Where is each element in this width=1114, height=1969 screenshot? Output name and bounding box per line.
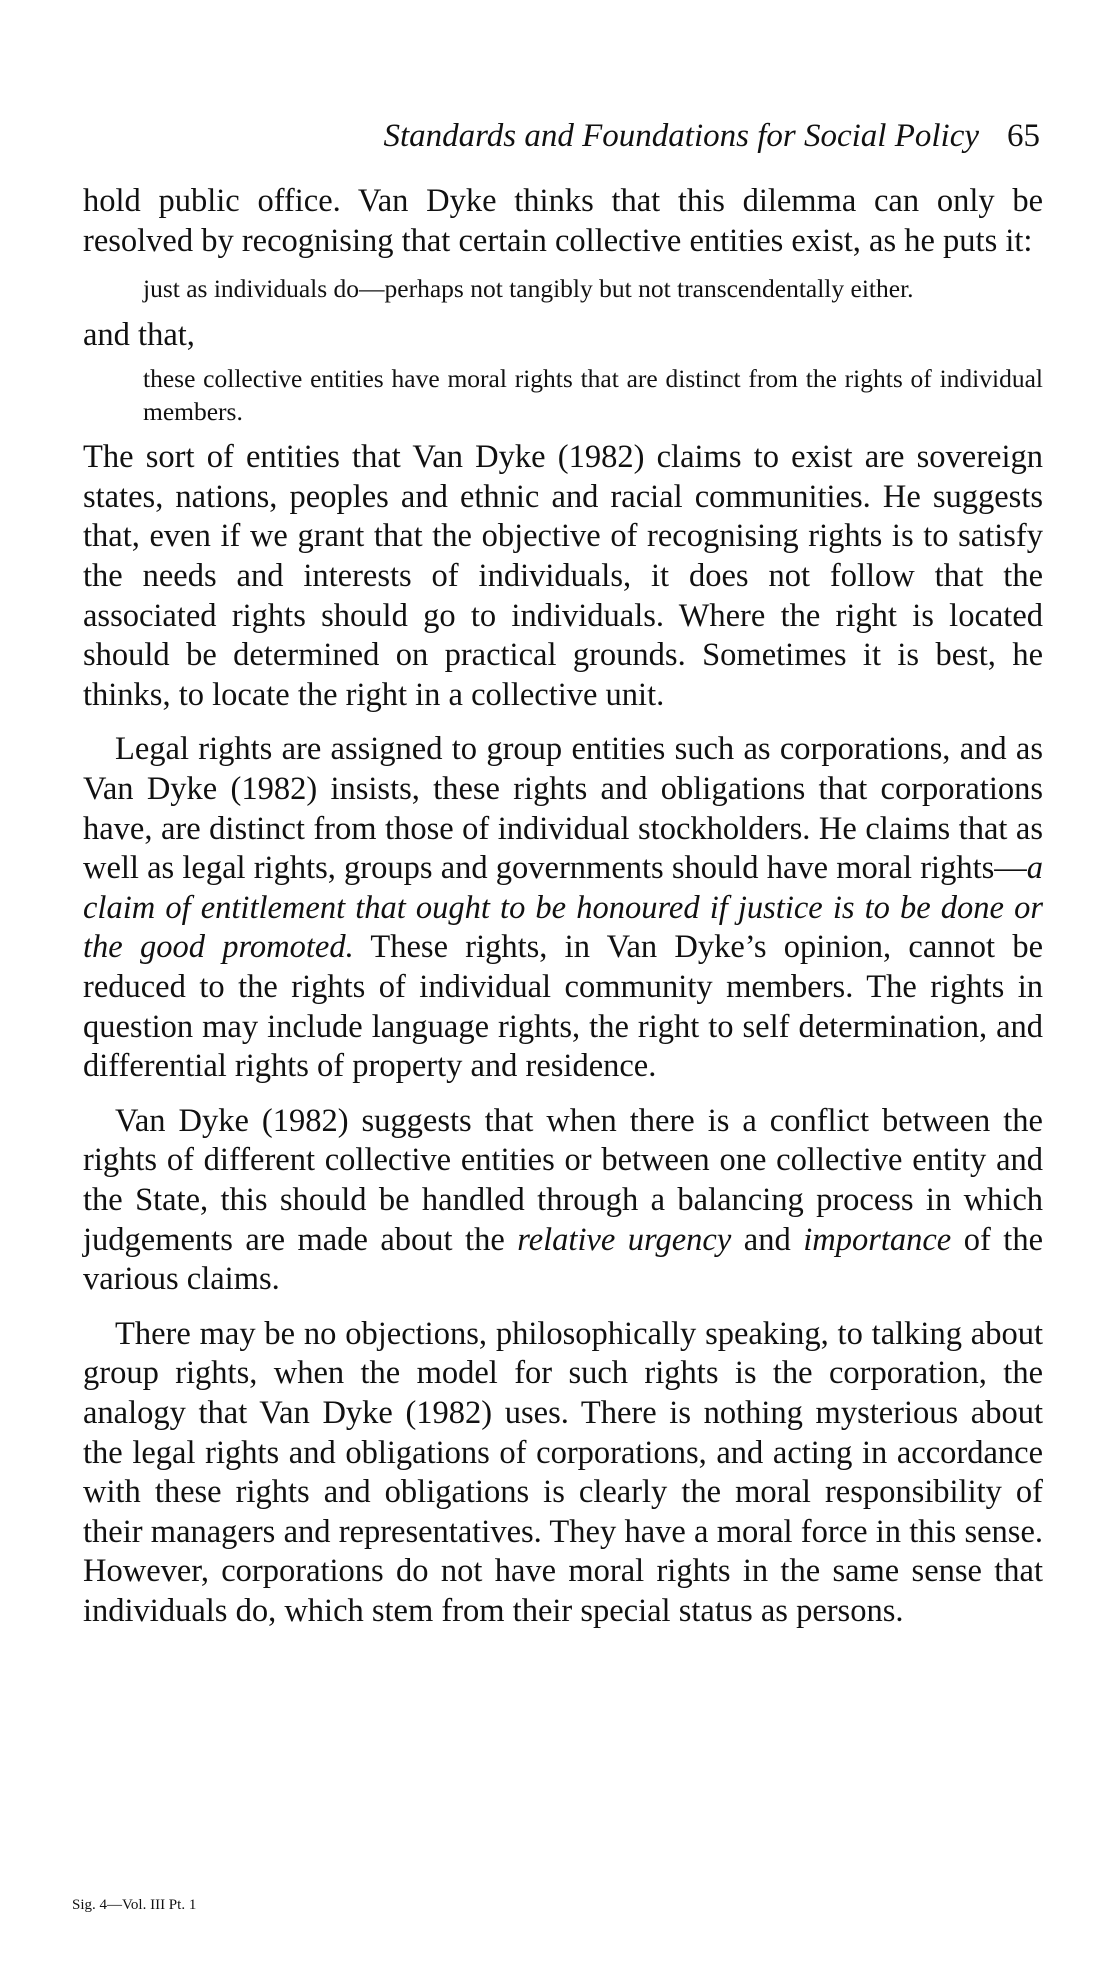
page-number: 65 bbox=[1007, 118, 1040, 154]
paragraph-and-that: and that, bbox=[83, 316, 195, 353]
paragraph-5-italic-importance: importance bbox=[803, 1221, 952, 1258]
paragraph-5-italic-relative-urgency: relative urgency bbox=[517, 1221, 732, 1258]
running-title: Standards and Foundations for Social Policy bbox=[383, 118, 979, 154]
paragraph-4 bbox=[83, 730, 1043, 1086]
paragraph-5-text-e: of the various claims. bbox=[83, 1221, 1043, 1298]
paragraph-6: There may be no objections, philosophically speaking, to talking about group rights, when the model for such rights is the corporation, the analogy that Van Dyke (1982) uses. There is nothing mysterious about the legal rights and obligations of corporations, and acting in accordance with these rights and obligations is clearly the moral responsibility of their managers and representatives. They have a moral force in this sense. However, corporations do not have moral rights in the same sense that individuals do, which stem from their special status as persons. bbox=[83, 1315, 1043, 1629]
paragraph-4-text-a: Legal rights are assigned to group entities such as corporations, and as Van Dyke (1982) insists, these rights and obligations that corporations have, are distinct from those of individual stockholders. He claims that as well as legal rights, groups and governments should have moral rights— bbox=[83, 731, 1043, 887]
block-quote-2: these collective entities have moral rights that are distinct from the rights of individual members. bbox=[143, 364, 1043, 426]
body-text bbox=[83, 182, 1043, 1632]
paragraph-4-text-c: These rights, in Van Dyke’s opinion, cannot be reduced to the rights of individual community members. The rights in question may include language rights, the right to self determination, and differential rights of property and residence. bbox=[83, 929, 1043, 1085]
running-head bbox=[380, 116, 1040, 156]
signature-mark: Sig. 4—Vol. III Pt. 1 bbox=[72, 1897, 197, 1913]
paragraph-5 bbox=[83, 1102, 1043, 1300]
paragraph-3: The sort of entities that Van Dyke (1982) claims to exist are sovereign states, nations, peoples and ethnic and racial communities. He suggests that, even if we grant that the objective of recognising rights is to satisfy the needs and interests of individuals, it does not follow that the associated rights should go to individuals. Where the right is located should be determined on practical grounds. Sometimes it is best, he thinks, to locate the right in a collective unit. bbox=[83, 439, 1043, 713]
paragraph-1: hold public office. Van Dyke thinks that this dilemma can only be resolved by recognising that certain collective entities exist, as he puts it: bbox=[83, 183, 1043, 259]
paragraph-5-text-a: Van Dyke (1982) suggests that when there is a conflict between the rights of different collective entities or between one collective entity and the State, this should be handled through a balancing process in which judgements are made about the bbox=[83, 1102, 1043, 1258]
paragraph-5-text-c: and bbox=[731, 1221, 804, 1258]
paragraph-4-italic-quote: a claim of entitlement that ought to be honoured if justice is to be done or the good promoted. bbox=[83, 850, 1043, 966]
block-quote-1: just as individuals do—perhaps not tangibly but not transcendentally either. bbox=[143, 274, 914, 304]
